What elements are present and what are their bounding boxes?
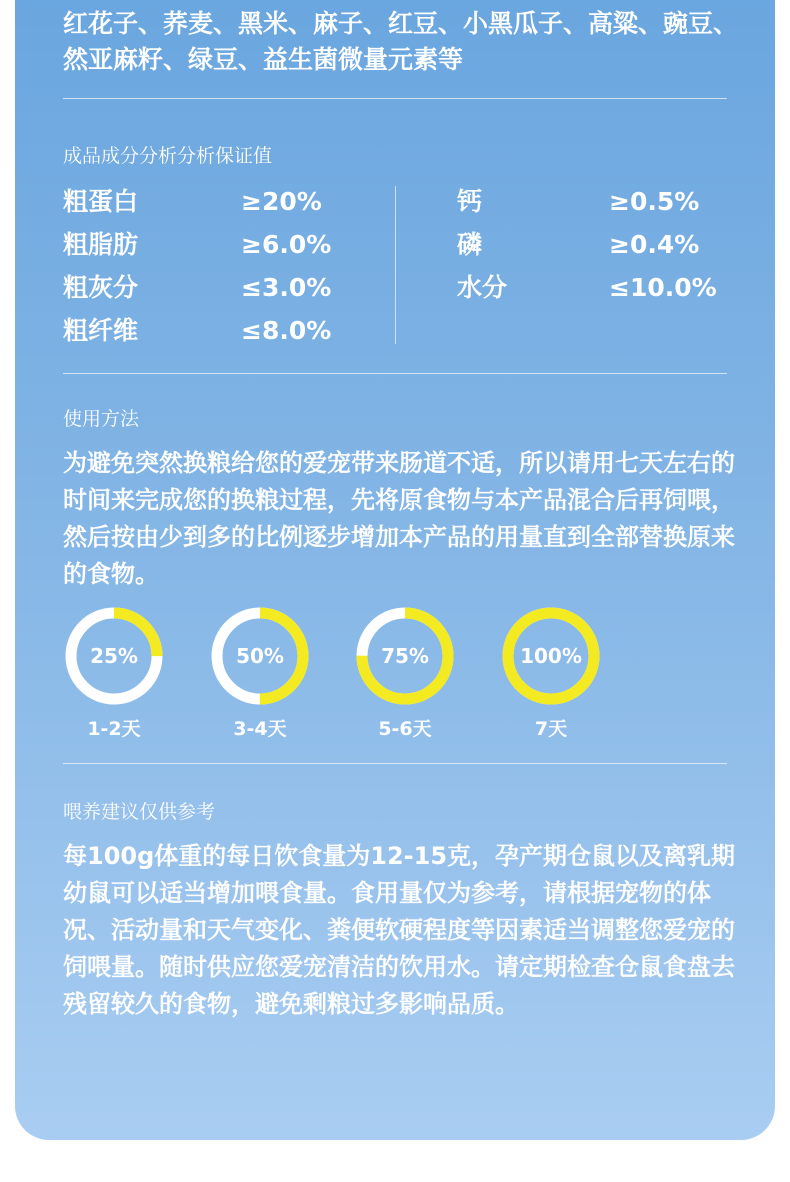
ring-days-label: 5-6天 xyxy=(378,718,432,740)
nutrient-value: ≤8.0% xyxy=(241,316,332,345)
ring-percent-label: 75% xyxy=(381,644,429,668)
ingredients-text: 红花子、荞麦、黑米、麻子、红豆、小黑瓜子、高粱、豌豆、然亚麻籽、绿豆、益生菌微量元素等 xyxy=(63,9,739,74)
ring-days-label: 7天 xyxy=(534,718,568,740)
ring-days-label: 1-2天 xyxy=(87,718,141,740)
nutrition-row xyxy=(457,266,757,309)
nutrition-row xyxy=(457,180,757,223)
usage-title: 使用方法 xyxy=(63,408,140,430)
nutrient-value: ≥6.0% xyxy=(241,230,332,259)
nutrient-value: ≤3.0% xyxy=(241,273,332,302)
feeding-title: 喂养建议仅供参考 xyxy=(63,801,216,823)
nutrient-name: 粗灰分 xyxy=(63,273,139,302)
divider xyxy=(63,763,727,764)
nutrient-name: 粗蛋白 xyxy=(63,187,139,216)
nutrient-value: ≥0.4% xyxy=(609,230,700,259)
nutrient-name: 粗纤维 xyxy=(63,316,139,345)
vertical-divider xyxy=(395,186,396,344)
transition-step xyxy=(210,606,310,741)
analysis-title: 成品成分分析分析保证值 xyxy=(63,145,273,167)
ring-days-label: 3-4天 xyxy=(233,718,287,740)
nutrient-name: 磷 xyxy=(457,230,483,259)
nutrient-value: ≥20% xyxy=(241,187,322,216)
transition-step xyxy=(501,606,601,741)
nutrient-name: 水分 xyxy=(457,273,508,302)
usage-text: 为避免突然换粮给您的爱宠带来肠道不适，所以请用七天左右的时间来完成您的换粮过程，先将原食物与本产品混合后再饲喂，然后按由少到多的比例逐步增加本产品的用量直到全部替换原来的食物。 xyxy=(63,449,735,588)
nutrient-name: 钙 xyxy=(457,187,483,216)
nutrition-row xyxy=(457,223,757,266)
nutrient-value: ≥0.5% xyxy=(609,187,700,216)
transition-step xyxy=(64,606,164,741)
info-card xyxy=(15,0,775,1140)
nutrition-row xyxy=(63,309,363,352)
nutrition-right-column xyxy=(457,180,757,309)
nutrition-row xyxy=(63,223,363,266)
ring-percent-label: 25% xyxy=(90,644,138,668)
ring-percent-label: 50% xyxy=(236,644,284,668)
nutrition-left-column xyxy=(63,180,363,352)
nutrition-row xyxy=(63,266,363,309)
feeding-text: 每100g体重的每日饮食量为12-15克，孕产期仓鼠以及离乳期幼鼠可以适当增加喂食量。食用量仅为参考，请根据宠物的体况、活动量和天气变化、粪便软硬程度等因素适当调整您爱宠的饲喂量。随时供应您爱宠清洁的饮用水。请定期检查仓鼠食盘去残留较久的食物，避免剩粮过多影响品质。 xyxy=(63,842,736,1018)
nutrient-name: 粗脂肪 xyxy=(63,230,139,259)
transition-step xyxy=(355,606,455,741)
nutrient-value: ≤10.0% xyxy=(609,273,717,302)
divider xyxy=(63,98,727,99)
ring-percent-label: 100% xyxy=(520,644,582,668)
nutrition-row xyxy=(63,180,363,223)
divider xyxy=(63,373,727,374)
